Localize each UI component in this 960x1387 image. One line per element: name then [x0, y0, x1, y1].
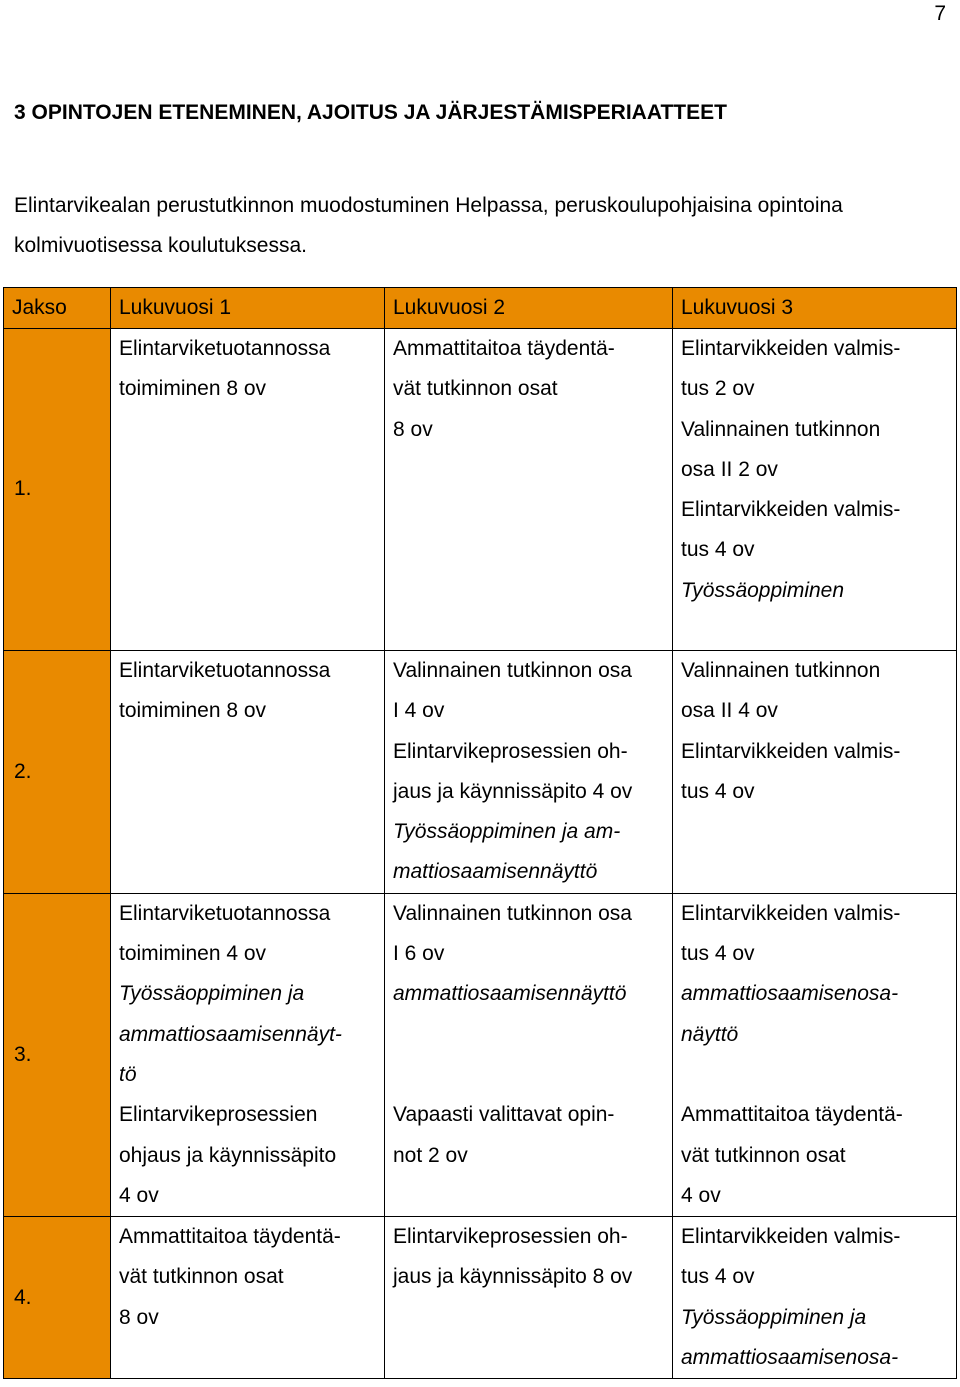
- course-entry: [393, 894, 664, 975]
- course-entry-line: 4 ov: [119, 1183, 159, 1207]
- course-entry-line: osa II 2 ov: [681, 457, 778, 481]
- course-entry-line: Työssäoppiminen ja: [681, 1305, 867, 1329]
- jakso-cell: 4.: [4, 1217, 111, 1379]
- course-entry-line: [393, 1015, 664, 1055]
- course-entry-line: toimiminen 8 ov: [119, 699, 267, 723]
- course-entry-line: tus 4 ov: [681, 1265, 755, 1289]
- course-entry-line: jaus ja käynnissäpito 4 ov: [393, 779, 633, 803]
- jakso-cell: 1.: [4, 329, 111, 651]
- course-entry: [393, 732, 664, 813]
- intro-paragraph: [14, 186, 949, 266]
- course-entry-line: ammattiosaamisennäyttö: [393, 982, 627, 1006]
- course-entry-line: näyttö: [681, 1022, 739, 1046]
- course-entry-line: Valinnainen tutkinnon osa: [393, 659, 632, 682]
- course-entry-line: 8 ov: [119, 1305, 159, 1329]
- course-entry-line: ammattiosaamisennäyt-: [119, 1022, 342, 1046]
- course-entry-line: Ammattitaitoa täydentä-: [681, 1103, 903, 1127]
- course-entry-line: Elintarvikeprosessien oh-: [393, 1225, 628, 1249]
- lukuvuosi-2-cell: [385, 651, 673, 894]
- header-lukuvuosi-2: Lukuvuosi 2: [385, 288, 673, 329]
- course-entry-line: jaus ja käynnissäpito 8 ov: [393, 1265, 633, 1289]
- course-entry-line: Elintarvikeprosessien oh-: [393, 739, 628, 763]
- course-entry: [681, 1298, 948, 1379]
- section-heading: 3 OPINTOJEN ETENEMINEN, AJOITUS JA JÄRJESTÄMISPERIAATTEET: [14, 101, 727, 124]
- course-entry: [119, 329, 376, 410]
- course-entry-line: ammattiosaamisenosa-: [681, 1346, 899, 1370]
- course-entry: [681, 490, 948, 571]
- course-entry-line: Valinnainen tutkinnon: [681, 659, 881, 682]
- course-entry: [393, 1015, 664, 1096]
- course-entry: [393, 1217, 664, 1298]
- course-entry: [681, 894, 948, 975]
- course-entry: [681, 732, 948, 813]
- course-entry: [681, 410, 948, 491]
- course-entry: [681, 571, 948, 611]
- lukuvuosi-1-cell: [111, 1217, 385, 1379]
- course-entry-line: Elintarvikkeiden valmis-: [681, 901, 901, 925]
- lukuvuosi-3-cell: [673, 1217, 957, 1379]
- course-entry-line: mattiosaamisennäyttö: [393, 860, 598, 884]
- course-entry-line: Vapaasti valittavat opin-: [393, 1103, 615, 1127]
- intro-line: kolmivuotisessa koulutuksessa.: [14, 234, 307, 257]
- table-row: [4, 329, 957, 651]
- course-entry-line: Työssäoppiminen ja: [119, 982, 305, 1006]
- course-entry-line: Ammattitaitoa täydentä-: [119, 1225, 341, 1249]
- jakso-cell: 2.: [4, 651, 111, 894]
- course-entry-line: 8 ov: [393, 417, 433, 441]
- course-entry-line: toimiminen 8 ov: [119, 377, 267, 401]
- course-entry-line: Elintarvikeprosessien: [119, 1103, 318, 1127]
- course-entry-line: Työssäoppiminen ja am-: [393, 820, 621, 844]
- course-entry-line: Elintarviketuotannossa: [119, 659, 331, 682]
- course-entry: [681, 1055, 948, 1095]
- course-entry-line: tus 4 ov: [681, 779, 755, 803]
- course-entry-line: Elintarviketuotannossa: [119, 337, 331, 360]
- course-entry-line: Elintarvikkeiden valmis-: [681, 1225, 901, 1249]
- header-lukuvuosi-1: Lukuvuosi 1: [111, 288, 385, 329]
- course-entry-line: Ammattitaitoa täydentä-: [393, 337, 615, 360]
- course-entry-line: Valinnainen tutkinnon osa: [393, 901, 632, 925]
- course-entry: [681, 1217, 948, 1298]
- lukuvuosi-3-cell: [673, 329, 957, 651]
- course-entry-line: I 4 ov: [393, 699, 445, 723]
- course-entry-line: vät tutkinnon osat: [119, 1265, 284, 1289]
- course-entry-line: tus 4 ov: [681, 538, 755, 562]
- course-entry-line: vät tutkinnon osat: [393, 377, 558, 401]
- lukuvuosi-2-cell: [385, 329, 673, 651]
- course-entry-line: Elintarviketuotannossa: [119, 901, 331, 925]
- course-entry: [681, 651, 948, 732]
- course-entry-line: Elintarvikkeiden valmis-: [681, 498, 901, 522]
- table-row: [4, 893, 957, 1216]
- course-entry-line: osa II 4 ov: [681, 699, 778, 723]
- table-row: [4, 1217, 957, 1379]
- course-entry: [393, 812, 664, 893]
- lukuvuosi-1-cell: [111, 651, 385, 894]
- course-entry: [681, 329, 948, 410]
- course-entry-line: toimiminen 4 ov: [119, 942, 267, 966]
- course-entry: [119, 894, 376, 975]
- course-entry-line: Työssäoppiminen: [681, 578, 845, 602]
- course-entry: [119, 651, 376, 732]
- table-header-row: [4, 288, 957, 329]
- lukuvuosi-2-cell: [385, 1217, 673, 1379]
- page-number: 7: [934, 2, 946, 25]
- lukuvuosi-1-cell: [111, 329, 385, 651]
- course-entry-line: vät tutkinnon osat: [681, 1143, 846, 1167]
- course-entry-line: ohjaus ja käynnissäpito: [119, 1143, 337, 1167]
- lukuvuosi-3-cell: [673, 893, 957, 1216]
- course-entry-line: ammattiosaamisenosa-: [681, 982, 899, 1006]
- study-plan-table: [3, 287, 957, 1379]
- course-entry-line: tus 4 ov: [681, 942, 755, 966]
- course-entry: [393, 329, 664, 450]
- course-entry-line: [393, 1055, 664, 1095]
- lukuvuosi-2-cell: [385, 893, 673, 1216]
- course-entry-line: tus 2 ov: [681, 377, 755, 401]
- course-entry-line: I 6 ov: [393, 942, 445, 966]
- course-entry: [393, 1095, 664, 1176]
- course-entry-line: not 2 ov: [393, 1143, 468, 1167]
- course-entry: [681, 974, 948, 1055]
- course-entry: [393, 974, 664, 1014]
- course-entry-line: 4 ov: [681, 1183, 721, 1207]
- course-entry-line: Elintarvikkeiden valmis-: [681, 337, 901, 360]
- table-row: [4, 651, 957, 894]
- header-lukuvuosi-3: Lukuvuosi 3: [673, 288, 957, 329]
- course-entry-line: tö: [119, 1062, 137, 1086]
- jakso-cell: 3.: [4, 893, 111, 1216]
- course-entry-line: [681, 1055, 948, 1095]
- lukuvuosi-1-cell: [111, 893, 385, 1216]
- intro-line: Elintarvikealan perustutkinnon muodostuminen Helpassa, peruskoulupohjaisina opintoina: [14, 194, 843, 217]
- course-entry: [681, 1095, 948, 1216]
- course-entry: [393, 651, 664, 732]
- course-entry: [119, 1095, 376, 1216]
- course-entry-line: Valinnainen tutkinnon: [681, 417, 881, 441]
- lukuvuosi-3-cell: [673, 651, 957, 894]
- course-entry: [119, 1217, 376, 1338]
- header-jakso: Jakso: [4, 288, 111, 329]
- course-entry-line: Elintarvikkeiden valmis-: [681, 739, 901, 763]
- course-entry: [119, 974, 376, 1095]
